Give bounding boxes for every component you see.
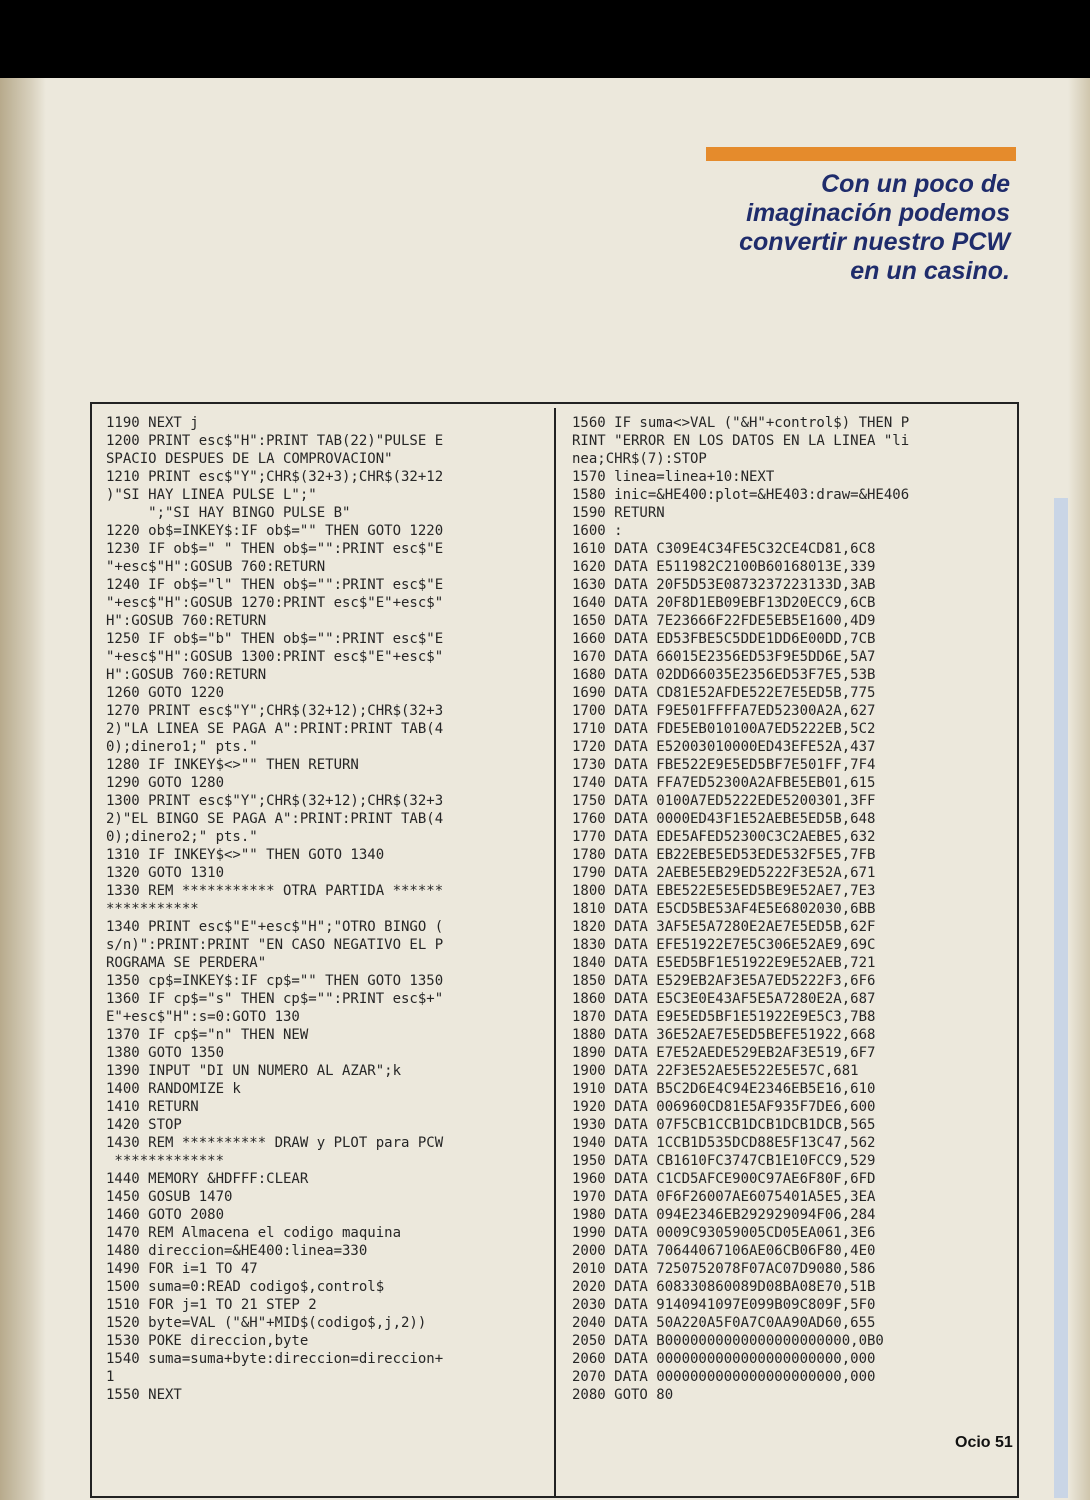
code-line: 1940 DATA 1CCB1D535DCD88E5F13C47,562 — [572, 1135, 876, 1151]
code-line: 1730 DATA FBE522E9E5ED5BF7E501FF,7F4 — [572, 757, 876, 773]
code-line: 2060 DATA 0000000000000000000000,000 — [572, 1351, 876, 1367]
code-line: 1660 DATA ED53FBE5C5DDE1DD6E00DD,7CB — [572, 631, 876, 647]
code-line: 1 — [106, 1369, 115, 1385]
code-line: 1870 DATA E9E5ED5BF1E51922E9E5C3,7B8 — [572, 1009, 876, 1025]
code-line: SPACIO DESPUES DE LA COMPROVACION" — [106, 451, 393, 467]
code-line: 0);dinero1;" pts." — [106, 739, 258, 755]
code-line: 2)"EL BINGO SE PAGA A":PRINT:PRINT TAB(4 — [106, 811, 444, 827]
code-line: 1460 GOTO 2080 — [106, 1207, 225, 1223]
code-line: 1310 IF INKEY$<>"" THEN GOTO 1340 — [106, 847, 385, 863]
code-line: 1370 IF cp$="n" THEN NEW — [106, 1027, 309, 1043]
code-line: 1770 DATA EDE5AFED52300C3C2AEBE5,632 — [572, 829, 876, 845]
code-line: 1280 IF INKEY$<>"" THEN RETURN — [106, 757, 359, 773]
magazine-page — [0, 78, 1090, 1500]
code-line: 1840 DATA E5ED5BF1E51922E9E52AEB,721 — [572, 955, 876, 971]
code-line: "+esc$"H":GOSUB 1300:PRINT esc$"E"+esc$" — [106, 649, 444, 665]
code-line: 2080 GOTO 80 — [572, 1387, 674, 1403]
code-line: 1360 IF cp$="s" THEN cp$="":PRINT esc$+" — [106, 991, 444, 1007]
code-line: 2030 DATA 9140941097E099B09C809F,5F0 — [572, 1297, 876, 1313]
code-line: 1920 DATA 006960CD81E5AF935F7DE6,600 — [572, 1099, 876, 1115]
code-line: 1610 DATA C309E4C34FE5C32CE4CD81,6C8 — [572, 541, 876, 557]
code-line: 1510 FOR j=1 TO 21 STEP 2 — [106, 1297, 317, 1313]
code-line: 1220 ob$=INKEY$:IF ob$="" THEN GOTO 1220 — [106, 523, 444, 539]
headline-line-4: en un casino. — [850, 257, 1010, 285]
code-line: 1380 GOTO 1350 — [106, 1045, 225, 1061]
code-line: 1910 DATA B5C2D6E4C94E2346EB5E16,610 — [572, 1081, 876, 1097]
headline-line-3: convertir nuestro PCW — [739, 228, 1010, 256]
code-line: 1800 DATA EBE522E5E5ED5BE9E52AE7,7E3 — [572, 883, 876, 899]
code-line: E"+esc$"H":s=0:GOTO 130 — [106, 1009, 300, 1025]
code-line: 1650 DATA 7E23666F22FDE5EB5E1600,4D9 — [572, 613, 876, 629]
code-line: 1740 DATA FFA7ED52300A2AFBE5EB01,615 — [572, 775, 876, 791]
code-line: nea;CHR$(7):STOP — [572, 451, 707, 467]
code-line: 1200 PRINT esc$"H":PRINT TAB(22)"PULSE E — [106, 433, 444, 449]
code-line: 1190 NEXT j — [106, 415, 199, 431]
code-line: ************* — [106, 1153, 225, 1169]
code-line: *********** — [106, 901, 199, 917]
code-line: 2000 DATA 70644067106AE06CB06F80,4E0 — [572, 1243, 876, 1259]
code-line: 1570 linea=linea+10:NEXT — [572, 469, 775, 485]
code-line: 1980 DATA 094E2346EB292929094F06,284 — [572, 1207, 876, 1223]
headline-line-1: Con un poco de — [821, 170, 1010, 198]
code-line: 1580 inic=&HE400:plot=&HE403:draw=&HE406 — [572, 487, 910, 503]
code-line: ";"SI HAY BINGO PULSE B" — [106, 505, 351, 521]
code-line: 1780 DATA EB22EBE5ED53EDE532F5E5,7FB — [572, 847, 876, 863]
code-line: 1970 DATA 0F6F26007AE6075401A5E5,3EA — [572, 1189, 876, 1205]
code-line: 1600 : — [572, 523, 623, 539]
headline-line-2: imaginación podemos — [746, 199, 1010, 227]
code-line: 1810 DATA E5CD5BE53AF4E5E6802030,6BB — [572, 901, 876, 917]
code-line: 1820 DATA 3AF5E5A7280E2AE7E5ED5B,62F — [572, 919, 876, 935]
code-line: 1420 STOP — [106, 1117, 182, 1133]
code-line: 1790 DATA 2AEBE5EB29ED5222F3E52A,671 — [572, 865, 876, 881]
code-line: s/n)":PRINT:PRINT "EN CASO NEGATIVO EL P — [106, 937, 444, 953]
code-line: 1450 GOSUB 1470 — [106, 1189, 233, 1205]
code-line: 1720 DATA E52003010000ED43EFE52A,437 — [572, 739, 876, 755]
code-line: 1290 GOTO 1280 — [106, 775, 225, 791]
code-line: RINT "ERROR EN LOS DATOS EN LA LINEA "li — [572, 433, 910, 449]
code-line: 1410 RETURN — [106, 1099, 199, 1115]
code-line: 1350 cp$=INKEY$:IF cp$="" THEN GOTO 1350 — [106, 973, 444, 989]
code-line: 1330 REM *********** OTRA PARTIDA ****** — [106, 883, 444, 899]
code-line: 1880 DATA 36E52AE7E5ED5BEFE51922,668 — [572, 1027, 876, 1043]
listing-right-column — [572, 414, 1012, 1404]
code-line: 1300 PRINT esc$"Y";CHR$(32+12);CHR$(32+3 — [106, 793, 444, 809]
code-line: 1680 DATA 02DD66035E2356ED53F7E5,53B — [572, 667, 876, 683]
code-line: 1320 GOTO 1310 — [106, 865, 225, 881]
code-line: 1490 FOR i=1 TO 47 — [106, 1261, 258, 1277]
code-line: 0);dinero2;" pts." — [106, 829, 258, 845]
code-line: )"SI HAY LINEA PULSE L";" — [106, 487, 317, 503]
code-line: 1250 IF ob$="b" THEN ob$="":PRINT esc$"E — [106, 631, 444, 647]
pull-quote-headline — [700, 170, 1010, 286]
code-line: 1470 REM Almacena el codigo maquina — [106, 1225, 402, 1241]
code-line: "+esc$"H":GOSUB 760:RETURN — [106, 559, 326, 575]
code-line: 1990 DATA 0009C93059005CD05EA061,3E6 — [572, 1225, 876, 1241]
column-divider — [554, 408, 556, 1496]
code-line: 1640 DATA 20F8D1EB09EBF13D20ECC9,6CB — [572, 595, 876, 611]
page-folio: Ocio 51 — [955, 1434, 1013, 1451]
code-line: 1530 POKE direccion,byte — [106, 1333, 309, 1349]
code-line: 1590 RETURN — [572, 505, 665, 521]
code-line: 1550 NEXT — [106, 1387, 182, 1403]
code-line: 1690 DATA CD81E52AFDE522E7E5ED5B,775 — [572, 685, 876, 701]
code-line: 1500 suma=0:READ codigo$,control$ — [106, 1279, 385, 1295]
code-line: 1890 DATA E7E52AEDE529EB2AF3E519,6F7 — [572, 1045, 876, 1061]
code-line: 1960 DATA C1CD5AFCE900C97AE6F80F,6FD — [572, 1171, 876, 1187]
code-line: 1540 suma=suma+byte:direccion=direccion+ — [106, 1351, 444, 1367]
code-line: 2040 DATA 50A220A5F0A7C0AA90AD60,655 — [572, 1315, 876, 1331]
code-line: 1850 DATA E529EB2AF3E5A7ED5222F3,6F6 — [572, 973, 876, 989]
code-line: H":GOSUB 760:RETURN — [106, 613, 267, 629]
code-line: 1240 IF ob$="l" THEN ob$="":PRINT esc$"E — [106, 577, 444, 593]
code-line: 1630 DATA 20F5D53E0873237223133D,3AB — [572, 577, 876, 593]
code-line: 2050 DATA B0000000000000000000000,0B0 — [572, 1333, 884, 1349]
code-line: H":GOSUB 760:RETURN — [106, 667, 267, 683]
code-line: 1520 byte=VAL ("&H"+MID$(codigo$,j,2)) — [106, 1315, 427, 1331]
code-line: 1900 DATA 22F3E52AE5E522E5E57C,681 — [572, 1063, 859, 1079]
code-line: 1230 IF ob$=" " THEN ob$="":PRINT esc$"E — [106, 541, 444, 557]
listing-left-column — [106, 414, 546, 1404]
code-line: 1710 DATA FDE5EB010100A7ED5222EB,5C2 — [572, 721, 876, 737]
code-line: 2010 DATA 7250752078F07AC07D9080,586 — [572, 1261, 876, 1277]
code-line: 1270 PRINT esc$"Y";CHR$(32+12);CHR$(32+3 — [106, 703, 444, 719]
code-line: 1860 DATA E5C3E0E43AF5E5A7280E2A,687 — [572, 991, 876, 1007]
code-line: 1560 IF suma<>VAL ("&H"+control$) THEN P — [572, 415, 910, 431]
code-line: 1620 DATA E511982C2100B60168013E,339 — [572, 559, 876, 575]
code-line: 1440 MEMORY &HDFFF:CLEAR — [106, 1171, 309, 1187]
code-line: 1400 RANDOMIZE k — [106, 1081, 241, 1097]
code-line: 1260 GOTO 1220 — [106, 685, 225, 701]
code-line: 1670 DATA 66015E2356ED53F9E5DD6E,5A7 — [572, 649, 876, 665]
code-line: 1340 PRINT esc$"E"+esc$"H";"OTRO BINGO ( — [106, 919, 444, 935]
code-line: 2)"LA LINEA SE PAGA A":PRINT:PRINT TAB(4 — [106, 721, 444, 737]
code-line: 1830 DATA EFE51922E7E5C306E52AE9,69C — [572, 937, 876, 953]
page-edge-tint — [1054, 498, 1068, 1498]
code-line: ROGRAMA SE PERDERA" — [106, 955, 267, 971]
basic-program-listing — [90, 402, 1019, 1498]
code-line: 1750 DATA 0100A7ED5222EDE5200301,3FF — [572, 793, 876, 809]
code-line: "+esc$"H":GOSUB 1270:PRINT esc$"E"+esc$" — [106, 595, 444, 611]
code-line: 2070 DATA 0000000000000000000000,000 — [572, 1369, 876, 1385]
code-line: 1430 REM ********** DRAW y PLOT para PCW — [106, 1135, 444, 1151]
code-line: 1930 DATA 07F5CB1CCB1DCB1DCB1DCB,565 — [572, 1117, 876, 1133]
headline-accent-bar — [706, 147, 1016, 161]
code-line: 1700 DATA F9E501FFFFA7ED52300A2A,627 — [572, 703, 876, 719]
code-line: 2020 DATA 608330860089D08BA08E70,51B — [572, 1279, 876, 1295]
code-line: 1760 DATA 0000ED43F1E52AEBE5ED5B,648 — [572, 811, 876, 827]
code-line: 1480 direccion=&HE400:linea=330 — [106, 1243, 368, 1259]
code-line: 1390 INPUT "DI UN NUMERO AL AZAR";k — [106, 1063, 402, 1079]
code-line: 1210 PRINT esc$"Y";CHR$(32+3);CHR$(32+12 — [106, 469, 444, 485]
code-line: 1950 DATA CB1610FC3747CB1E10FCC9,529 — [572, 1153, 876, 1169]
